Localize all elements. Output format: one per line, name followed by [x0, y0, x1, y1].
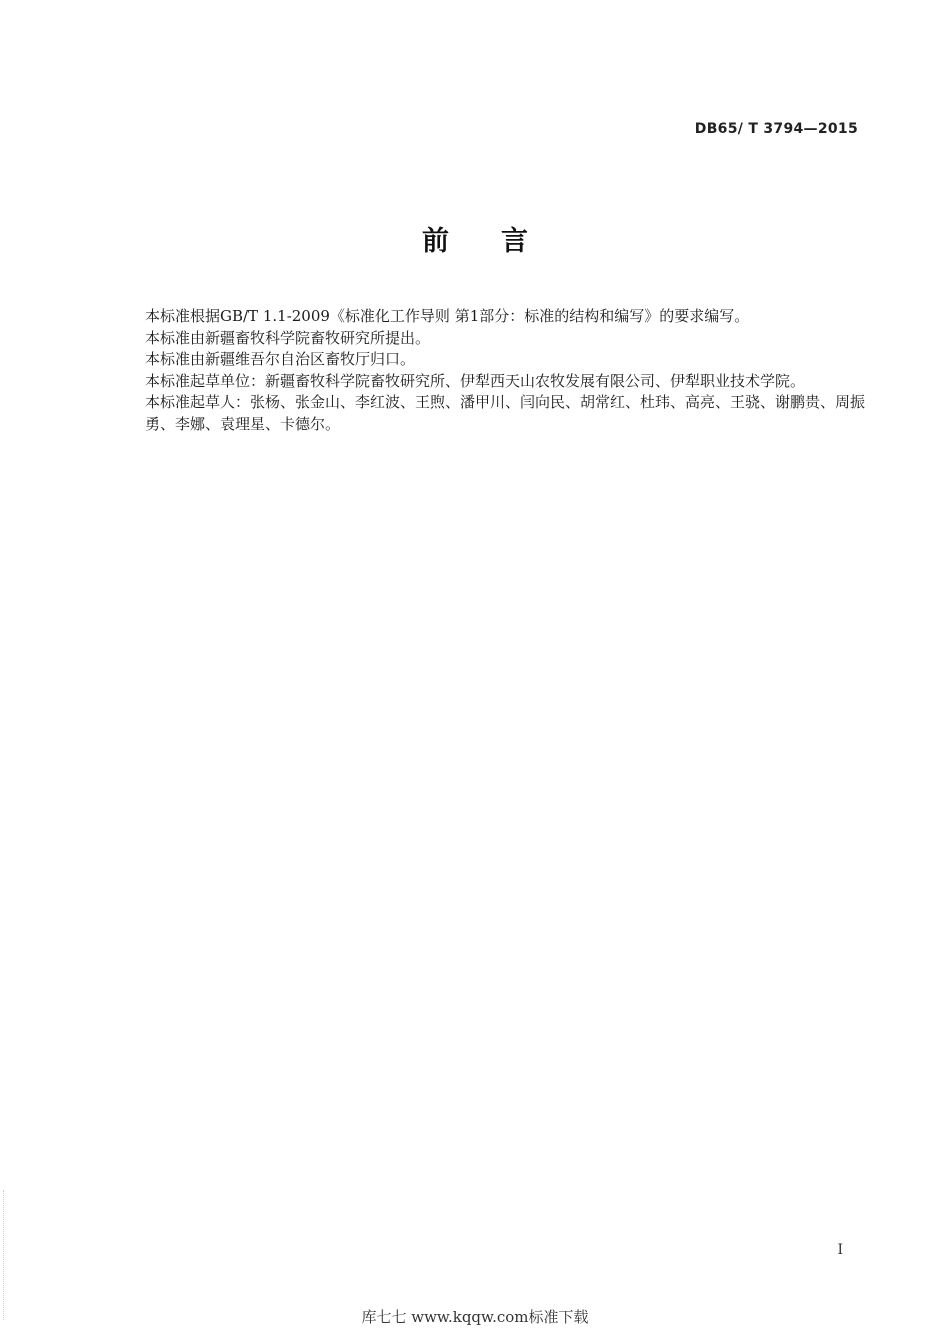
scan-edge-divider — [3, 1190, 5, 1320]
page-number: I — [837, 1242, 843, 1258]
standard-code: DB65/ T 3794—2015 — [694, 121, 858, 137]
paragraph-drafters: 本标准起草人：张杨、张金山、李红波、王煦、潘甲川、闫向民、胡常红、杜玮、高亮、王骁、谢鹏贵、周振勇、李娜、袁理星、卡德尔。 — [145, 393, 866, 433]
paragraph-administrator: 本标准由新疆维吾尔自治区畜牧厅归口。 — [145, 350, 416, 368]
paragraph-basis: 本标准根据GB/T 1.1-2009《标准化工作导则 第1部分：标准的结构和编写》的要求编写。 — [145, 307, 750, 325]
foreword-body — [145, 306, 865, 435]
page-title: 前言 — [422, 226, 580, 257]
paragraph-proposer: 本标准由新疆畜牧科学院畜牧研究所提出。 — [145, 328, 431, 347]
paragraph-drafting-units: 本标准起草单位：新疆畜牧科学院畜牧研究所、伊犁西天山农牧发展有限公司、伊犁职业技术学院。 — [145, 371, 806, 390]
footer-watermark: 库七七 www.kqqw.com标准下载 — [361, 1308, 589, 1326]
